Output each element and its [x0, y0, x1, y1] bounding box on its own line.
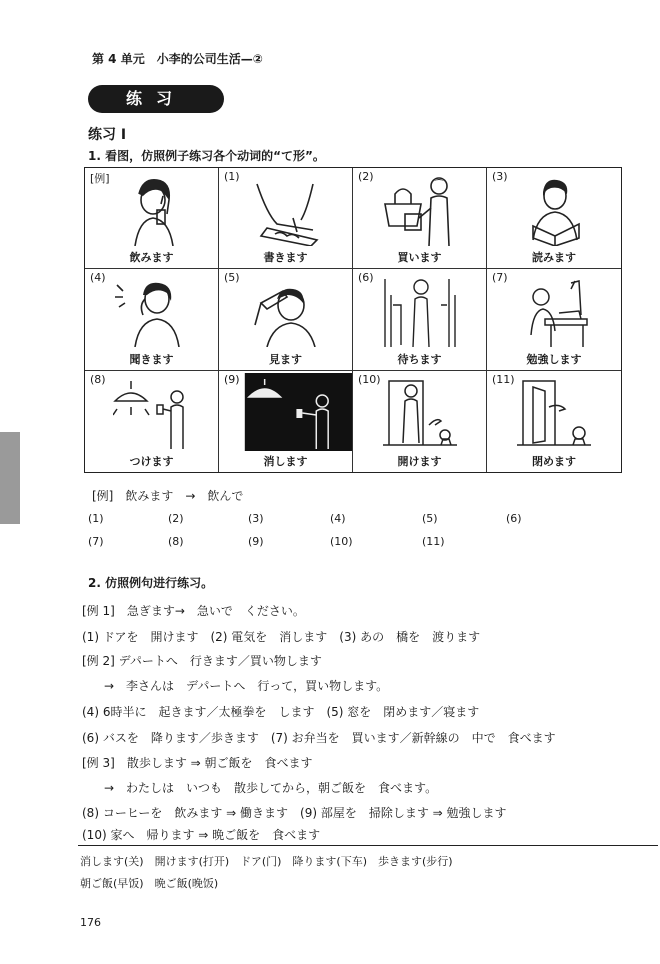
- cell-label: (6): [358, 271, 374, 285]
- shopping-icon: [381, 174, 459, 246]
- cell-label: (11): [492, 372, 515, 386]
- verb-caption: 閉めます: [532, 455, 576, 468]
- woman-studying-icon: [515, 275, 593, 347]
- cell-label: (2): [358, 170, 374, 183]
- practice-line: [例 2] デパートへ 行きます／買い物します: [82, 654, 322, 668]
- cell-label: (8): [90, 372, 106, 386]
- grid-cell: [219, 168, 353, 269]
- verb-caption: 勉強します: [526, 352, 582, 366]
- item-number: (11): [422, 535, 445, 548]
- practice-line: (6) バスを 降ります／歩きます (7) お弁当を 買います／新幹線の 中で 食べます: [82, 731, 556, 745]
- grid-cell: [353, 269, 487, 370]
- door-close-icon: [515, 377, 593, 449]
- item-number: (1): [88, 512, 104, 525]
- page-number: 176: [80, 916, 101, 929]
- grid-cell: [487, 371, 621, 472]
- grid-cell: [85, 371, 219, 472]
- cell-label: [例]: [90, 172, 110, 185]
- divider: [78, 845, 658, 846]
- hand-writing-icon: [247, 174, 325, 246]
- section-pill: 练习: [88, 85, 224, 113]
- item-number: (5): [422, 512, 438, 525]
- verb-caption: 開けます: [397, 455, 442, 468]
- grid-cell: [219, 371, 353, 472]
- section-title: 练习 I: [88, 127, 127, 143]
- verb-caption: 聞きます: [129, 352, 174, 366]
- practice-line: → わたしは いつも 散歩してから，朝ご飯を 食べます。: [104, 781, 438, 795]
- practice-line: (1) ドアを 開けます (2) 電気を 消します (3) あの 橋を 渡ります: [82, 630, 481, 644]
- cell-label: (3): [492, 170, 508, 183]
- door-open-icon: [381, 377, 459, 449]
- practice-line: [例 1] 急ぎます→ 急いで ください。: [82, 604, 305, 618]
- grid-cell: [85, 269, 219, 370]
- practice-line: (10) 家へ 帰ります ⇒ 晩ご飯を 食べます: [82, 828, 321, 842]
- practice-line: [例 3] 散歩します ⇒ 朝ご飯を 食べます: [82, 756, 313, 770]
- woman-drinking-icon: [113, 174, 191, 246]
- grid-cell: [353, 371, 487, 472]
- practice-line: (4) 6時半に 起きます／太極拳を します (5) 窓を 閉めます／寝ます: [82, 705, 480, 719]
- cell-label: (10): [358, 372, 381, 386]
- verb-caption: 読みます: [532, 251, 576, 265]
- item-number: (4): [330, 512, 346, 525]
- grid-cell: [85, 168, 219, 269]
- example-line: [例] 飲みます → 飲んで: [92, 489, 244, 503]
- item-number: (9): [248, 535, 264, 548]
- lamp-on-icon: [113, 377, 191, 449]
- verb-caption: つけます: [129, 455, 174, 468]
- grid-cell: [487, 269, 621, 370]
- grid-cell: [353, 168, 487, 269]
- vocab-line: 朝ご飯(早饭) 晩ご飯(晚饭): [80, 877, 219, 890]
- verb-caption: 書きます: [263, 251, 308, 265]
- item-number: (6): [506, 512, 522, 525]
- question-1: 1. 看图，仿照例子练习各个动词的“て形”。: [88, 149, 325, 163]
- cell-label: (5): [224, 271, 240, 285]
- verb-caption: 待ちます: [397, 352, 442, 366]
- woman-waiting-icon: [381, 275, 459, 347]
- practice-line: (8) コーヒーを 飲みます ⇒ 働きます (9) 部屋を 掃除します ⇒ 勉強します: [82, 806, 507, 820]
- cell-label: (4): [90, 271, 106, 285]
- item-number: (8): [168, 535, 184, 548]
- woman-listening-icon: [113, 275, 191, 347]
- cell-label: (1): [224, 170, 240, 183]
- side-tab: [0, 432, 20, 524]
- cell-label: (9): [224, 372, 240, 386]
- verb-caption: 消します: [263, 455, 308, 468]
- verb-caption: 見ます: [269, 352, 302, 366]
- grid-cell: [487, 168, 621, 269]
- item-number: (10): [330, 535, 353, 548]
- item-number: (3): [248, 512, 264, 525]
- man-looking-icon: [247, 275, 325, 347]
- question-2: 2. 仿照例句进行练习。: [88, 576, 214, 590]
- unit-header: 第 4 单元 小李的公司生活—②: [92, 52, 263, 66]
- number-row-1: [86, 512, 606, 526]
- picture-grid: [84, 167, 622, 473]
- item-number: (7): [88, 535, 104, 548]
- woman-reading-icon: [515, 174, 593, 246]
- item-number: (2): [168, 512, 184, 525]
- number-row-2: [86, 535, 606, 549]
- cell-label: (7): [492, 271, 508, 285]
- grid-cell: [219, 269, 353, 370]
- verb-caption: 飲みます: [129, 251, 174, 265]
- vocab-line: 消します(关) 開けます(打开) ドア(门) 降ります(下车) 歩きます(步行): [80, 855, 453, 868]
- practice-line: → 李さんは デパートへ 行って，買い物します。: [104, 679, 389, 693]
- verb-caption: 買います: [397, 251, 442, 265]
